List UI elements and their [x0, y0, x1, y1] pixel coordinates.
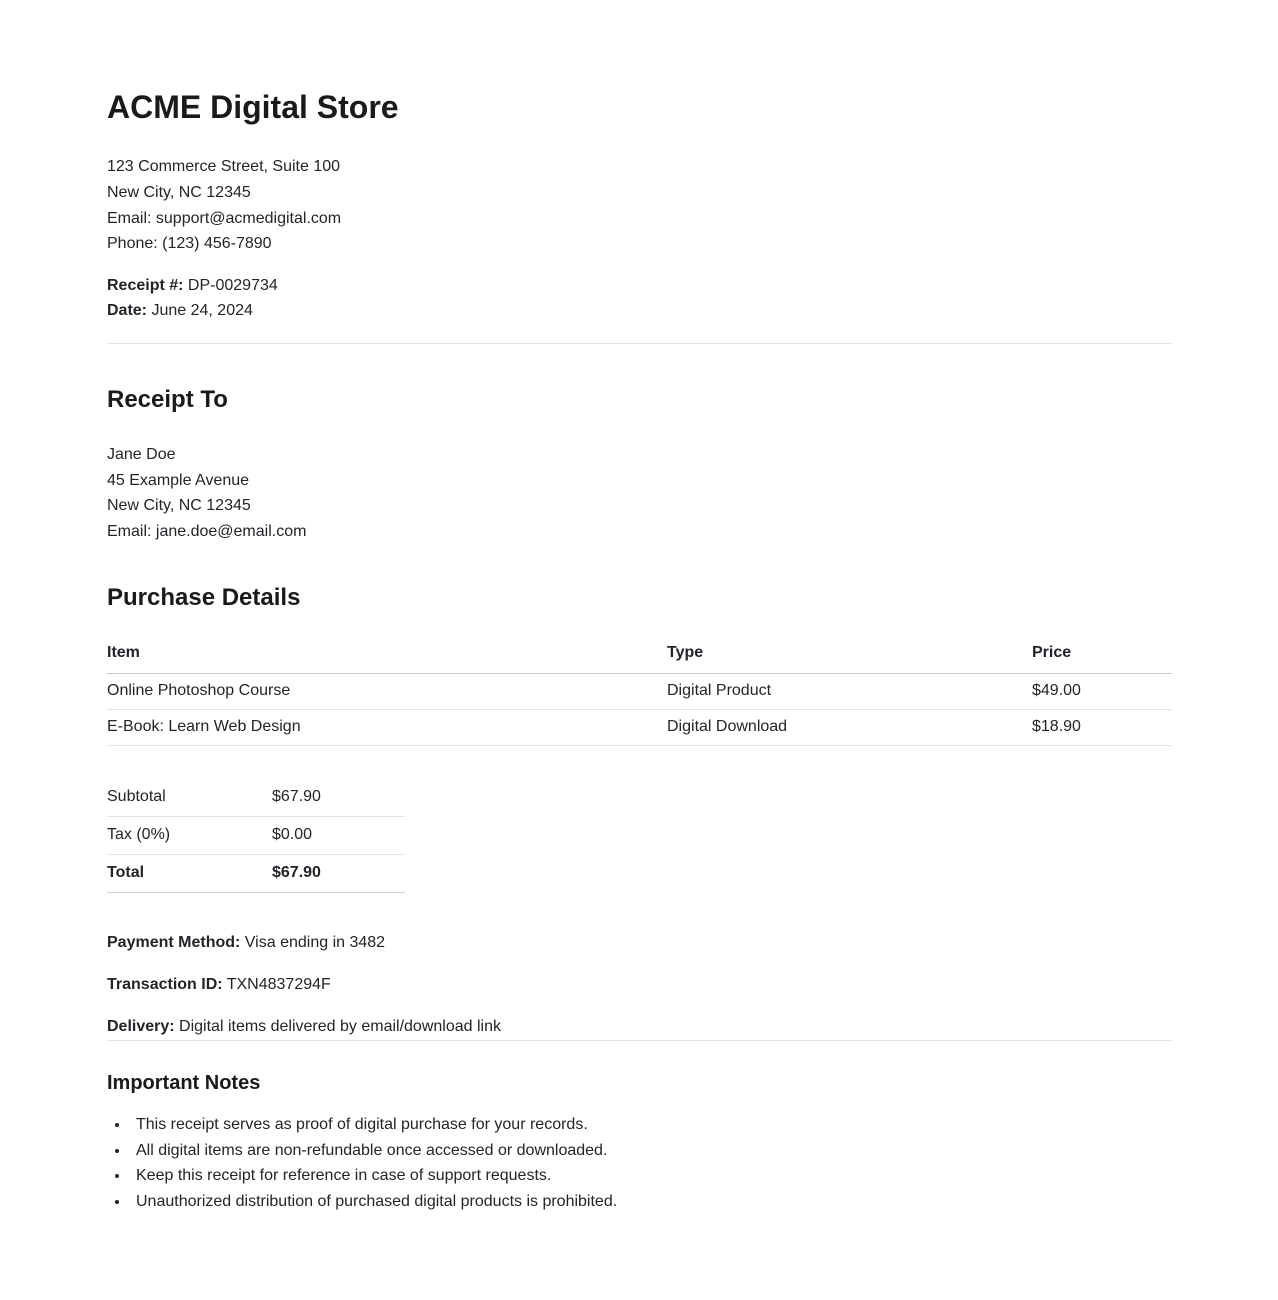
total-label: Total	[107, 855, 272, 893]
item-name-cell: E-Book: Learn Web Design	[107, 710, 667, 746]
tax-row	[107, 817, 405, 855]
header-divider	[107, 343, 1172, 344]
item-price-cell: $49.00	[1032, 674, 1172, 710]
store-address-block	[107, 154, 1172, 256]
subtotal-row	[107, 779, 405, 817]
delivery-label: Delivery:	[107, 1018, 175, 1036]
customer-email-line: Email: jane.doe@email.com	[107, 522, 307, 540]
note-item: • All digital items are non-refundable once accessed or downloaded.	[130, 1138, 1172, 1163]
table-row	[107, 674, 1172, 710]
payment-info-block	[107, 930, 1172, 1040]
item-price-cell: $18.90	[1032, 710, 1172, 746]
store-phone-line: Phone: (123) 456-7890	[107, 235, 272, 253]
important-notes-list	[107, 1112, 1172, 1214]
item-type-cell: Digital Product	[667, 674, 1032, 710]
store-email-line: Email: support@acmedigital.com	[107, 209, 342, 227]
purchase-items-table	[107, 636, 1172, 746]
item-name-cell: Online Photoshop Course	[107, 674, 667, 710]
store-address-line-2: New City, NC 12345	[107, 183, 251, 201]
column-header-type: Type	[667, 636, 1032, 674]
receipt-number-value: DP-0029734	[187, 276, 278, 294]
tax-value: $0.00	[272, 817, 405, 855]
column-header-item: Item	[107, 636, 667, 674]
note-item: • Unauthorized distribution of purchased digital products is prohibited.	[130, 1189, 1172, 1214]
transaction-id-value: TXN4837294F	[226, 976, 331, 994]
store-address-line-1: 123 Commerce Street, Suite 100	[107, 158, 341, 176]
receipt-date-line	[107, 298, 1172, 324]
notes-divider	[107, 1040, 1172, 1041]
item-type-cell: Digital Download	[667, 710, 1032, 746]
customer-address-line-2: New City, NC 12345	[107, 497, 251, 515]
receipt-content	[107, 88, 1172, 1214]
receipt-number-line	[107, 273, 1172, 299]
subtotal-value: $67.90	[272, 779, 405, 817]
store-name-heading: ACME Digital Store	[107, 89, 399, 125]
note-item: • Keep this receipt for reference in case of support requests.	[130, 1163, 1172, 1188]
total-value: $67.90	[272, 855, 405, 893]
receipt-date-value: June 24, 2024	[151, 302, 253, 320]
subtotal-label: Subtotal	[107, 779, 272, 817]
payment-method-label: Payment Method:	[107, 934, 241, 952]
note-item: • This receipt serves as proof of digital purchase for your records.	[130, 1112, 1172, 1137]
column-header-price: Price	[1032, 636, 1172, 674]
payment-method-line	[107, 930, 1172, 956]
customer-name: Jane Doe	[107, 445, 176, 463]
tax-label: Tax (0%)	[107, 817, 272, 855]
delivery-value: Digital items delivered by email/download link	[179, 1018, 501, 1036]
receipt-date-label: Date:	[107, 302, 148, 320]
payment-method-value: Visa ending in 3482	[244, 934, 386, 952]
totals-table	[107, 779, 405, 893]
receipt-meta-block	[107, 273, 1172, 324]
customer-address-block	[107, 442, 1172, 544]
delivery-line	[107, 1014, 1172, 1040]
purchase-details-heading: Purchase Details	[107, 584, 301, 612]
customer-address-line-1: 45 Example Avenue	[107, 471, 250, 489]
total-row	[107, 855, 405, 893]
table-row	[107, 710, 1172, 746]
receipt-number-label: Receipt #:	[107, 276, 184, 294]
table-header-row	[107, 636, 1172, 674]
receipt-to-heading: Receipt To	[107, 385, 228, 413]
transaction-id-label: Transaction ID:	[107, 976, 223, 994]
transaction-id-line	[107, 972, 1172, 998]
important-notes-heading: Important Notes	[107, 1072, 261, 1095]
